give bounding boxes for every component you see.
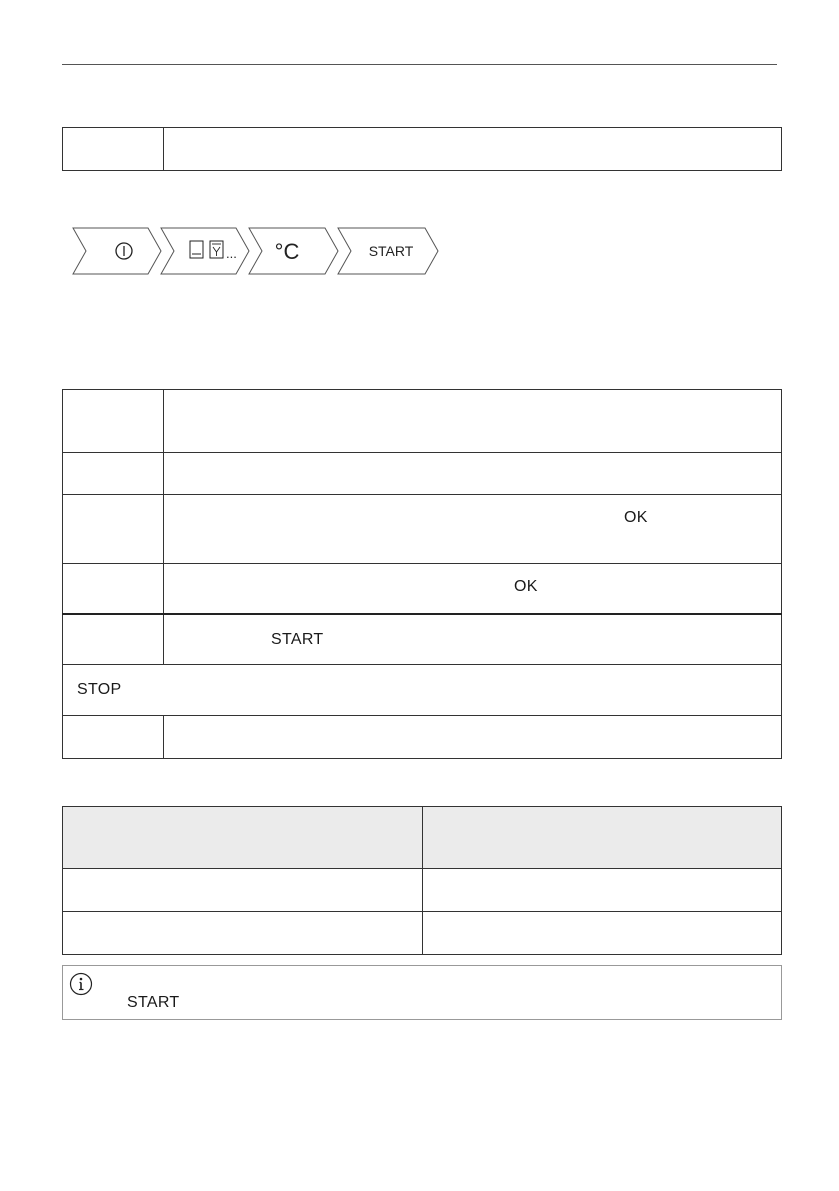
table-row bbox=[63, 564, 782, 614]
table-2 bbox=[62, 389, 782, 759]
operation-flow bbox=[70, 226, 440, 276]
flow-step-temperature bbox=[249, 228, 338, 274]
text-cell bbox=[164, 390, 782, 453]
text-cell bbox=[164, 614, 782, 665]
stop-keyword: STOP bbox=[77, 681, 122, 698]
start-keyword: START bbox=[127, 994, 180, 1011]
text-cell bbox=[164, 716, 782, 759]
table-cell bbox=[422, 869, 782, 912]
step-cell bbox=[63, 564, 164, 614]
table-cell bbox=[422, 912, 782, 955]
step-cell bbox=[63, 614, 164, 665]
table-row bbox=[63, 128, 782, 171]
ok-keyword: OK bbox=[514, 578, 538, 595]
ok-keyword: OK bbox=[624, 509, 648, 526]
header-cell bbox=[63, 807, 423, 869]
table-cell bbox=[63, 869, 423, 912]
text-cell bbox=[164, 453, 782, 495]
text-cell bbox=[164, 495, 782, 564]
step-cell bbox=[63, 453, 164, 495]
table-cell bbox=[63, 912, 423, 955]
header-cell bbox=[422, 807, 782, 869]
step-cell bbox=[63, 495, 164, 564]
text-cell bbox=[164, 128, 782, 171]
start-label: START bbox=[368, 243, 414, 259]
table-row bbox=[63, 912, 782, 955]
table-row bbox=[63, 453, 782, 495]
step-cell bbox=[63, 128, 164, 171]
table-row bbox=[63, 390, 782, 453]
text-cell bbox=[164, 564, 782, 614]
stop-cell bbox=[63, 665, 782, 716]
note-box bbox=[62, 965, 782, 1020]
flow-step-function bbox=[161, 228, 249, 274]
table-header-row bbox=[63, 807, 782, 869]
header-rule bbox=[62, 64, 777, 65]
step-cell bbox=[63, 716, 164, 759]
flow-step-start bbox=[338, 228, 438, 274]
info-icon bbox=[69, 972, 93, 996]
table-row bbox=[63, 869, 782, 912]
flow-step-power bbox=[73, 228, 161, 274]
table-3 bbox=[62, 806, 782, 955]
table-row bbox=[63, 614, 782, 665]
temperature-icon: °C bbox=[274, 239, 300, 264]
table-1 bbox=[62, 127, 782, 171]
start-keyword: START bbox=[271, 630, 324, 648]
table-row bbox=[63, 495, 782, 564]
step-cell bbox=[63, 390, 164, 453]
table-row bbox=[63, 716, 782, 759]
table-row bbox=[63, 665, 782, 716]
flow-step-function-label: ... bbox=[226, 246, 237, 261]
